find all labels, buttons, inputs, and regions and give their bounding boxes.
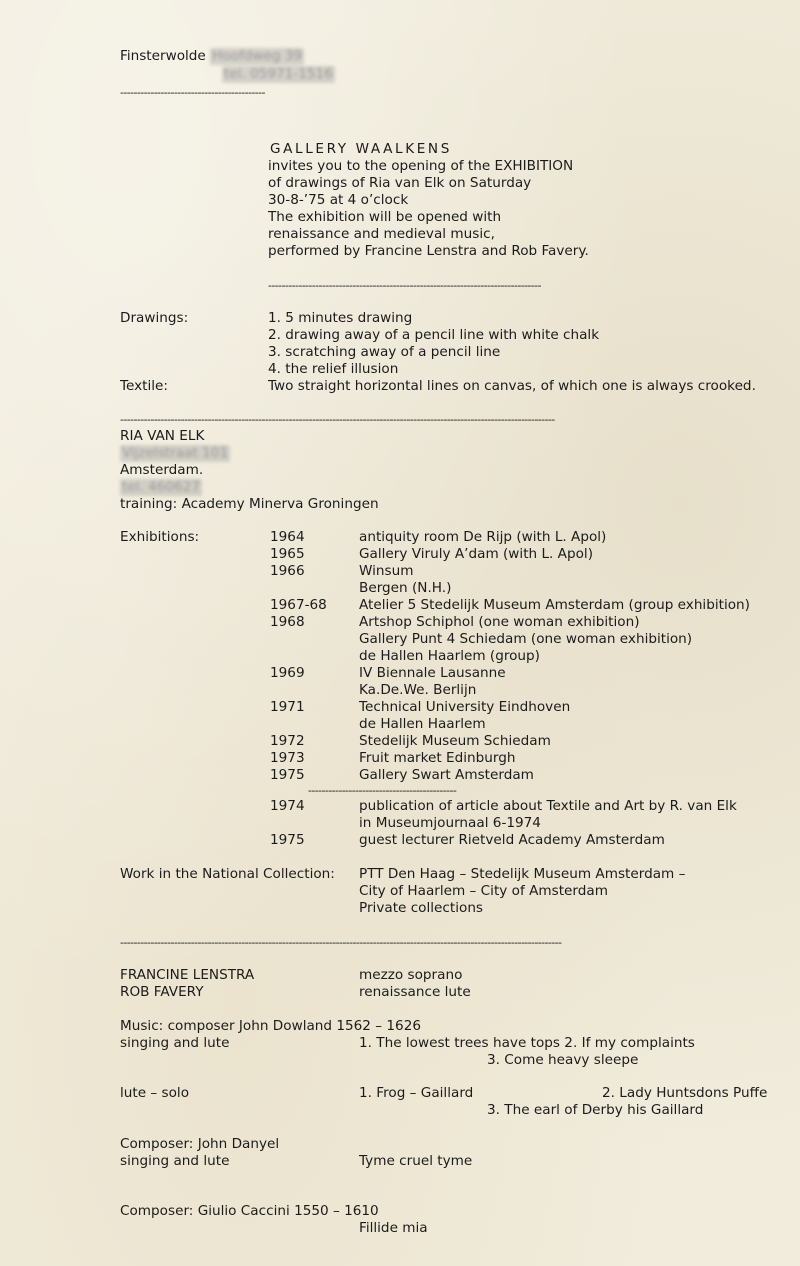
invitation-line: performed by Francine Lenstra and Rob Favery. [268, 243, 589, 259]
exhibition-year: 1964 [270, 529, 305, 545]
exhibition-entry: Technical University Eindhoven [359, 699, 571, 715]
exhibitions-label: Exhibitions: [120, 529, 200, 545]
header-divider: ------------------------------------------- [120, 86, 265, 99]
drawings-label: Drawings: [120, 310, 189, 326]
exhibitions-divider: -------------------------------------------- [308, 784, 457, 797]
invitation-divider: --------------------------------------------------------------------------------- [268, 279, 541, 292]
performer-name: ROB FAVERY [120, 984, 204, 1000]
collection-label: Work in the National Collection: [120, 866, 335, 882]
exhibition-year: 1969 [270, 665, 305, 681]
caccini-header: Composer: Giulio Caccini 1550 – 1610 [120, 1203, 379, 1219]
exhibition-entry: Bergen (N.H.) [359, 580, 452, 596]
exhibition-entry: antiquity room De Rijp (with L. Apol) [359, 529, 607, 545]
caccini-song: Fillide mia [359, 1220, 428, 1236]
artist-phone [120, 479, 202, 496]
artist-training: training: Academy Minerva Groningen [120, 496, 379, 512]
exhibition-entry: Atelier 5 Stedelijk Museum Amsterdam (group exhibition) [359, 597, 750, 613]
invitation-line: The exhibition will be opened with [268, 209, 502, 225]
exhibition-year: 1967-68 [270, 597, 327, 613]
lute-label: lute – solo [120, 1085, 190, 1101]
exhibition-entry: guest lecturer Rietveld Academy Amsterdam [359, 832, 665, 848]
artist-name: RIA VAN ELK [120, 428, 205, 444]
exhibition-entry: Gallery Swart Amsterdam [359, 767, 534, 783]
exhibition-year: 1966 [270, 563, 305, 579]
danyel-header: Composer: John Danyel [120, 1136, 280, 1152]
textile-text: Two straight horizontal lines on canvas, of which one is always crooked. [268, 378, 756, 394]
exhibition-entry: Artshop Schiphol (one woman exhibition) [359, 614, 640, 630]
redacted-street: Vijzelstraat 101 [122, 445, 229, 461]
exhibition-year: 1974 [270, 798, 305, 814]
exhibition-entry: Ka.De.We. Berlijn [359, 682, 477, 698]
exhibition-year: 1968 [270, 614, 305, 630]
exhibition-entry: Stedelijk Museum Schiedam [359, 733, 551, 749]
performer-role: mezzo soprano [359, 967, 463, 983]
drawing-item: 1. 5 minutes drawing [268, 310, 413, 326]
exhibition-entry: Gallery Punt 4 Schiedam (one woman exhibition) [359, 631, 693, 647]
header-line-2 [222, 66, 335, 83]
collection-line: City of Haarlem – City of Amsterdam [359, 883, 608, 899]
dowland-header: Music: composer John Dowland 1562 – 1626 [120, 1018, 421, 1034]
lute-piece: 3. The earl of Derby his Gaillard [487, 1102, 704, 1118]
collection-divider: ----------------------------------------------------------------------------------------------------------------------------------- [120, 936, 562, 949]
exhibition-entry: Gallery Viruly A’dam (with L. Apol) [359, 546, 594, 562]
lute-piece: 2. Lady Huntsdons Puffe [602, 1085, 768, 1101]
exhibition-year: 1973 [270, 750, 305, 766]
drawing-item: 2. drawing away of a pencil line with white chalk [268, 327, 600, 343]
performer-role: renaissance lute [359, 984, 471, 1000]
exhibition-year: 1975 [270, 767, 305, 783]
artist-city: Amsterdam. [120, 462, 204, 478]
exhibition-year: 1975 [270, 832, 305, 848]
redacted-artist-phone: tel. 460627 [122, 479, 201, 495]
exhibition-entry: in Museumjournaal 6-1974 [359, 815, 541, 831]
header-line-1 [120, 48, 304, 65]
exhibition-entry: Fruit market Edinburgh [359, 750, 516, 766]
redacted-address: Hoofdweg 39 [212, 48, 303, 64]
dowland-songs: 3. Come heavy sleepe [487, 1052, 639, 1068]
redacted-phone: tel. 05971-1516 [224, 66, 333, 82]
collection-line: PTT Den Haag – Stedelijk Museum Amsterdam – [359, 866, 686, 882]
exhibition-entry: Winsum [359, 563, 414, 579]
danyel-label: singing and lute [120, 1153, 230, 1169]
invitation-line: 30-8-’75 at 4 o’clock [268, 192, 409, 208]
artist-street [120, 445, 230, 462]
exhibition-entry: de Hallen Haarlem [359, 716, 486, 732]
invitation-line: of drawings of Ria van Elk on Saturday [268, 175, 532, 191]
invitation-line: invites you to the opening of the EXHIBITION [268, 158, 574, 174]
drawing-item: 4. the relief illusion [268, 361, 399, 377]
lute-piece: 1. Frog – Gaillard [359, 1085, 474, 1101]
gallery-title: GALLERY WAALKENS [270, 141, 452, 157]
exhibition-entry: de Hallen Haarlem (group) [359, 648, 540, 664]
dowland-songs: 1. The lowest trees have tops 2. If my complaints [359, 1035, 695, 1051]
invitation-line: renaissance and medieval music, [268, 226, 495, 242]
collection-line: Private collections [359, 900, 484, 916]
exhibition-year: 1971 [270, 699, 305, 715]
exhibition-entry: publication of article about Textile and Art by R. van Elk [359, 798, 737, 814]
danyel-song: Tyme cruel tyme [359, 1153, 473, 1169]
exhibition-year: 1965 [270, 546, 305, 562]
dowland-label: singing and lute [120, 1035, 230, 1051]
exhibition-year: 1972 [270, 733, 305, 749]
exhibition-entry: IV Biennale Lausanne [359, 665, 506, 681]
drawing-item: 3. scratching away of a pencil line [268, 344, 501, 360]
works-divider: --------------------------------------------------------------------------------------------------------------------------------- [120, 413, 555, 426]
performer-name: FRANCINE LENSTRA [120, 967, 255, 983]
header-place: Finsterwolde [120, 48, 206, 64]
textile-label: Textile: [120, 378, 168, 394]
